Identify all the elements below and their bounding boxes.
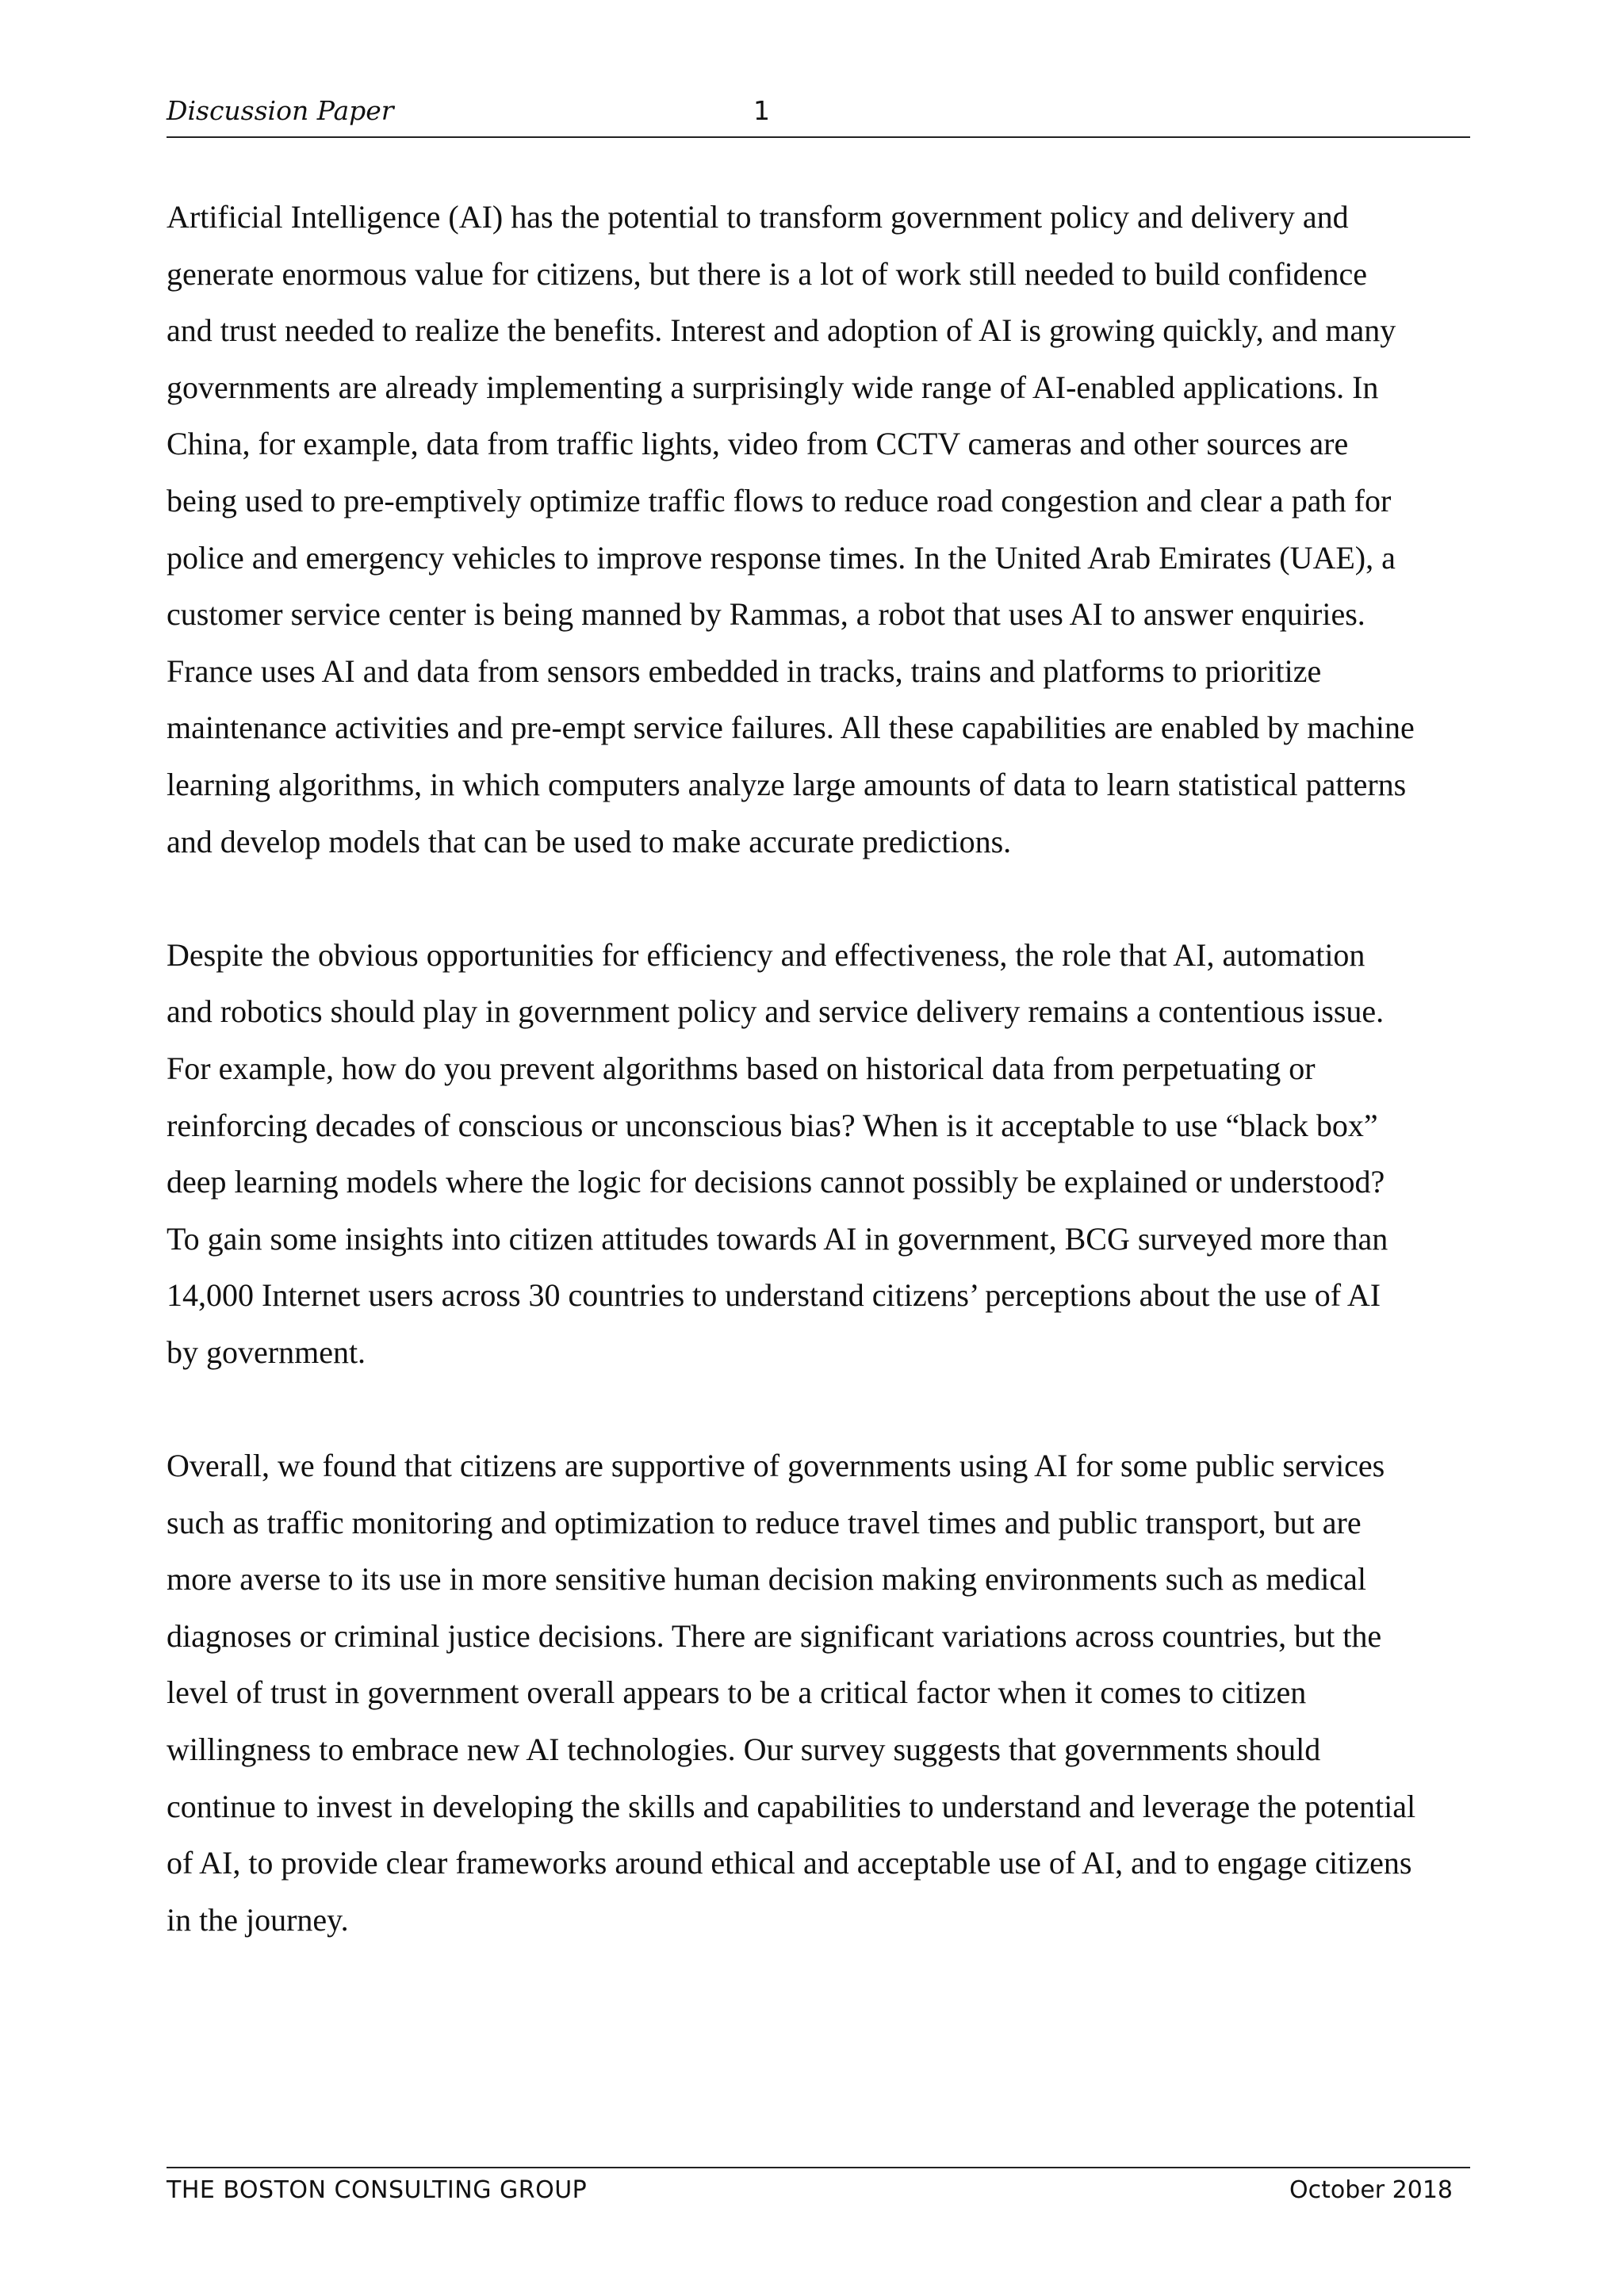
footer-date: October 2018 xyxy=(1289,2176,1453,2204)
page-number: 1 xyxy=(753,95,770,126)
paragraph: Despite the obvious opportunities for efficiency and effectiveness, the role that AI, automation and robotics should play in government policy and service delivery remains a contentious issue. For example, how do you prevent algorithms based on historical data from perpetuating or reinforcing decades of conscious or unconscious bias? When is it acceptable to use “black box” deep learning models where the logic for decisions cannot possibly be explained or understood? To gain some insights into citizen attitudes towards AI in government, BCG surveyed more than 14,000 Internet users across 30 countries to understand citizens’ perceptions about the use of AI by government. xyxy=(167,936,1388,1370)
paragraph: Artificial Intelligence (AI) has the potential to transform government policy and delivery and generate enormous value for citizens, but there is a lot of work still needed to build confidence and trust needed to realize the benefits. Interest and adoption of AI is growing quickly, and many governments are already implementing a surprisingly wide range of AI-enabled applications. In China, for example, data from traffic lights, video from CCTV cameras and other sources are being used to pre-emptively optimize traffic flows to reduce road congestion and clear a path for police and emergency vehicles to improve response times. In the United Arab Emirates (UAE), a customer service center is being manned by Rammas, a robot that uses AI to answer enquiries. France uses AI and data from sensors embedded in tracks, trains and platforms to prioritize maintenance activities and pre-empt service failures. All these capabilities are enabled by machine learning algorithms, in which computers analyze large amounts of data to learn statistical patterns and develop models that can be used to make accurate predictions. xyxy=(167,199,1415,859)
paragraph: Overall, we found that citizens are supportive of governments using AI for some public services such as traffic monitoring and optimization to reduce travel times and public transport, but are more averse to its use in more sensitive human decision making environments such as medical diagnoses or criminal justice decisions. There are significant variations across countries, but the level of trust in government overall appears to be a critical factor when it comes to citizen willingness to embrace new AI technologies. Our survey suggests that governments should continue to invest in developing the skills and capabilities to understand and leverage the potential of AI, to provide clear frameworks around ethical and acceptable use of AI, and to engage citizens in the journey. xyxy=(167,1448,1416,1938)
page-footer xyxy=(167,2167,1470,2204)
page-header xyxy=(167,94,1470,138)
body-text xyxy=(167,189,1475,2005)
footer-organization: THE BOSTON CONSULTING GROUP xyxy=(167,2176,588,2204)
header-label: Discussion Paper xyxy=(167,95,394,126)
